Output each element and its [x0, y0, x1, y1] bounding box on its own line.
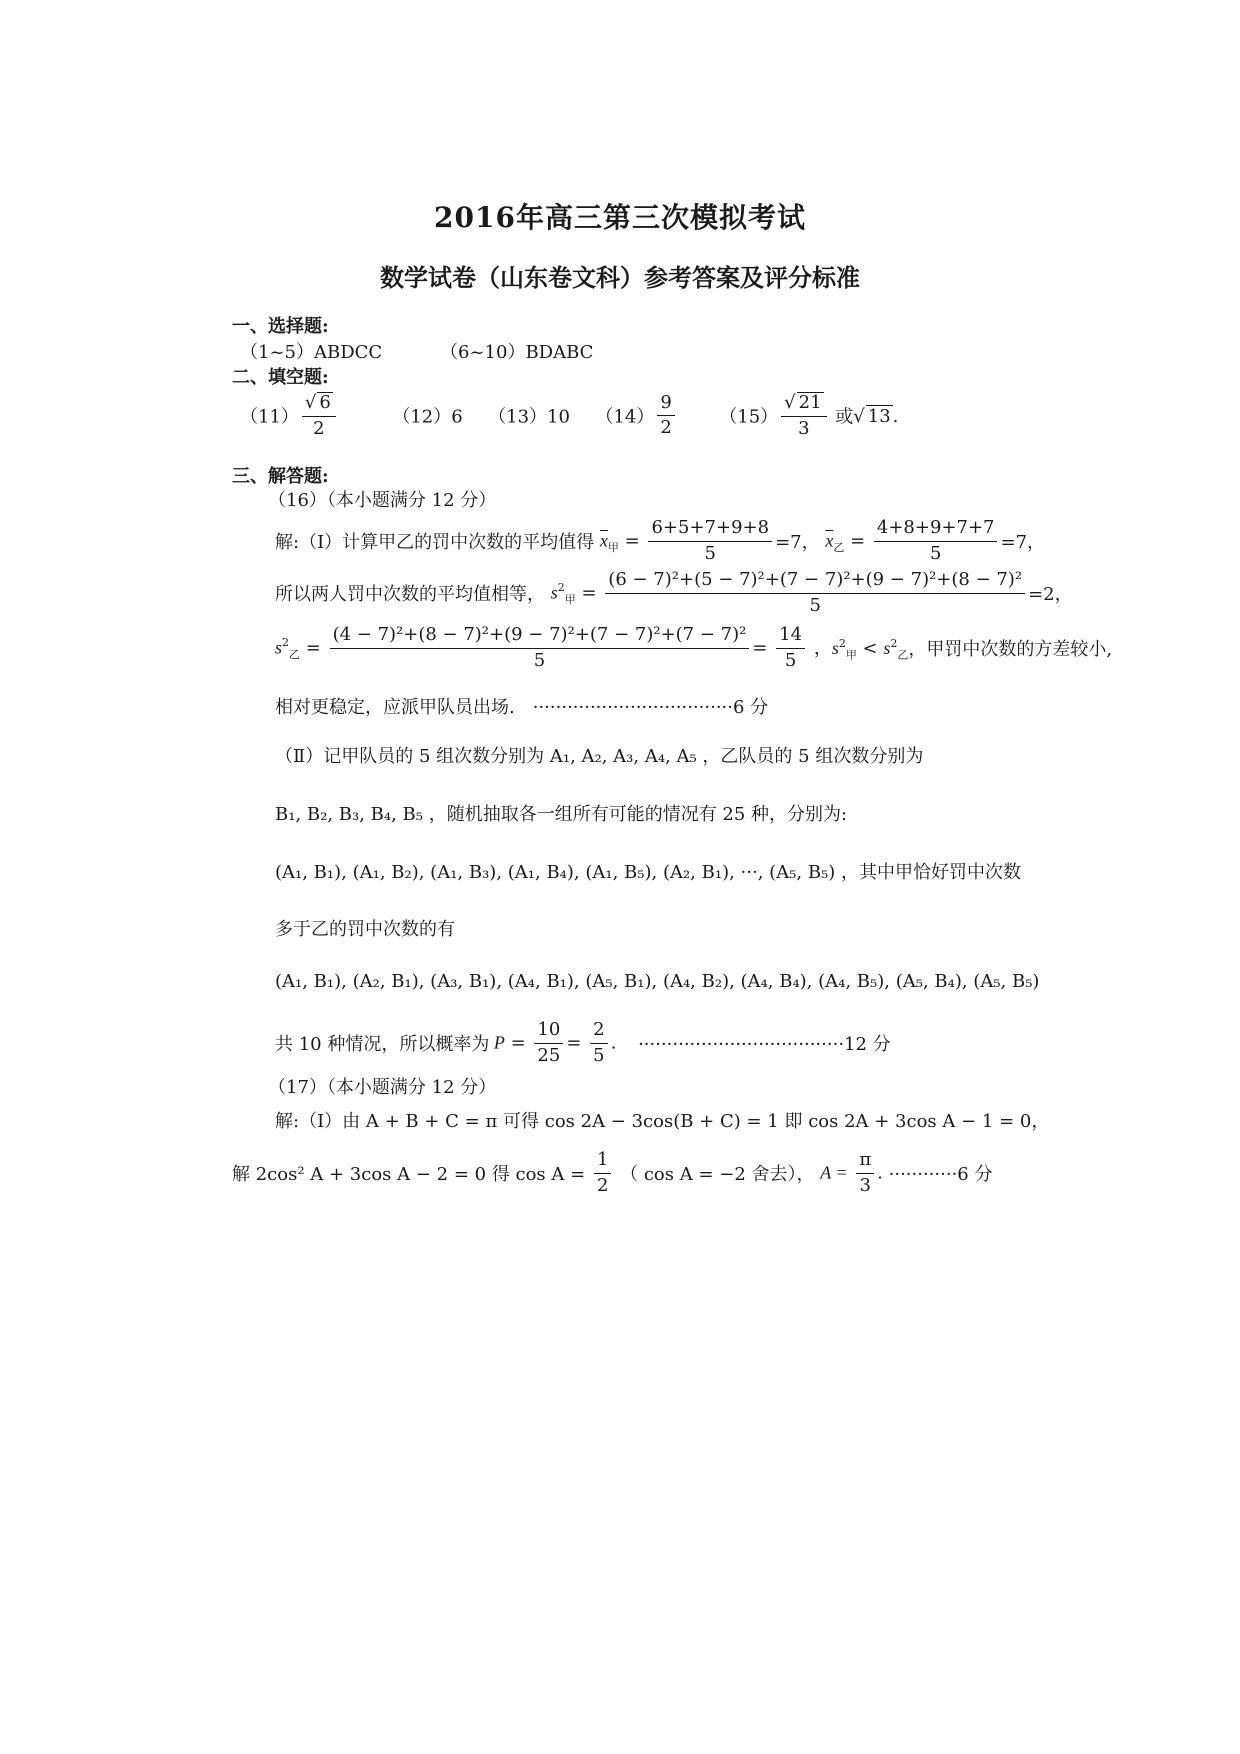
- p16-part2-score: ····································12 分: [638, 1034, 891, 1056]
- p16-part1-score: ···································6 分: [532, 697, 769, 718]
- q11-fraction: $\frac{√ 6}{2}$: [302, 392, 336, 439]
- q15-numerator: 21: [798, 392, 822, 413]
- p16-prob-den2: 5: [593, 1044, 605, 1066]
- p16-probability-line: 共 10 种情况，所以概率为 P = $\frac{10}{25}$ = $\frac{2}{5}$ . ····································12 分: [275, 1019, 891, 1066]
- p16-variance-yi-denominator: 5: [533, 649, 546, 671]
- p16-mean-yi-numerator: 4+8+9+7+7: [874, 518, 998, 542]
- page-subtitle: 数学试卷（山东卷文科）参考答案及评分标准: [380, 263, 860, 292]
- q15-label: （15）: [719, 406, 779, 428]
- p16-prob-den1: 25: [537, 1044, 561, 1066]
- p16-part2-line4: 多于乙的罚中次数的有: [275, 919, 455, 940]
- p17-angle-fraction: [856, 1150, 874, 1196]
- page-title: 2016年高三第三次模拟考试: [434, 201, 806, 234]
- p17-angle-denominator: 3: [859, 1174, 871, 1196]
- p16-part1-conclusion: [275, 693, 768, 719]
- p16-variance-yi-fraction: [330, 625, 750, 671]
- p17-line2: 解 2cos² A + 3cos A − 2 = 0 得 cos A = $\frac{1}{2}$ （ cos A = −2 舍去）， A = $\frac{\pi}{3}$ . ············6 分: [232, 1149, 993, 1196]
- q11-denominator: 2: [313, 417, 325, 439]
- choice-answer-1: ABDCC: [314, 342, 383, 363]
- choice-answer-2: BDABC: [525, 342, 594, 363]
- q14-numerator: 9: [657, 393, 674, 417]
- choice-answers-2: [440, 338, 593, 364]
- q15-fraction: $\frac{√ 21}{3}$: [781, 392, 826, 439]
- q15-or: 或: [835, 406, 854, 428]
- p17-angle-numerator: π: [856, 1150, 874, 1174]
- p17-solve-text: 解 2cos² A + 3cos A − 2 = 0 得 cos A =: [232, 1164, 586, 1186]
- q11-numerator: 6: [319, 392, 331, 413]
- p16-part1-text: 相对更稳定，应派甲队员出场.: [275, 697, 515, 718]
- p16-mean-jia-result: =7，: [775, 532, 820, 554]
- p16-mean-line: 解:（Ⅰ）计算甲乙的罚中次数的平均值得 $\overline{x}_甲$ = $\frac{6+5+7+9+8}{5}$ =7， $\overline{x}_乙$ = $\frac{4+8+9+7+7}{5}$ =7，: [275, 517, 1046, 564]
- p16-variance-jia-denominator: 5: [809, 594, 821, 616]
- section-fill-heading: 二、填空题:: [232, 367, 329, 388]
- p17-cos-numerator: 1: [594, 1150, 611, 1174]
- section-solve-heading: 三、解答题:: [232, 466, 329, 487]
- p16-prob-num2: 2: [590, 1020, 607, 1044]
- p16-probability-fraction1: [534, 1020, 563, 1066]
- q13-answer: （13）10: [488, 406, 570, 428]
- p16-variance-yi-line: $s^2_乙$ = $\frac{\text{(4 − 7)²+(8 − 7)²+(9 − 7)²+(7 − 7)²+(7 − 7)²}}{5}$ = $\frac{14}{5}$ ，$s^2_甲 < s^2_乙$，甲罚中次数的方差较小,: [275, 624, 1113, 671]
- p17-cos-denominator: 2: [596, 1174, 609, 1196]
- p16-variance-jia-numerator: (6 − 7)²+(5 − 7)²+(7 − 7)²+(9 − 7)²+(8 − 7)²: [605, 570, 1025, 594]
- p16-part2-line2: B₁, B₂, B₃, B₄, B₅ ，随机抽取各一组所有可能的情况有 25 种，分别为:: [275, 804, 848, 825]
- p16-mean-yi-result: =7，: [1000, 532, 1046, 554]
- choice-range-1: （1~5）: [240, 342, 314, 363]
- problem17-heading: （17）（本小题满分 12 分）: [268, 1077, 497, 1098]
- p16-part2-line1: （Ⅱ）记甲队员的 5 组次数分别为 A₁, A₂, A₃, A₄, A₅ ，乙队员的 5 组次数分别为: [275, 746, 924, 767]
- p16-variance-jia-line: 所以两人罚中次数的平均值相等， $s^2_甲$ = $\frac{\text{(6 − 7)²+(5 − 7)²+(7 − 7)²+(9 − 7)²+(8 − 7)²}}{5}$ =2，: [275, 569, 1073, 616]
- p17-line1: 解:（I）由 A + B + C = π 可得 cos 2A − 3cos(B + C) = 1 即 cos 2A + 3cos A − 1 = 0，: [275, 1111, 1050, 1132]
- p16-variance-yi-value-numerator: 14: [776, 625, 805, 649]
- problem16-heading: （16）（本小题满分 12 分）: [268, 490, 497, 511]
- q14-fraction: [657, 393, 674, 439]
- p16-part2-line5: (A₁, B₁), (A₂, B₁), (A₃, B₁), (A₄, B₁), (A₅, B₁), (A₄, B₂), (A₄, B₄), (A₄, B₅), (A₅, B₄), (A₅, B₅): [275, 971, 1040, 992]
- choice-range-2: （6~10）: [440, 342, 526, 363]
- p17-cos-fraction: [594, 1150, 611, 1196]
- choice-answers-1: [240, 338, 382, 364]
- p16-probability-fraction2: [590, 1020, 607, 1066]
- p16-variance-jia-result: =2，: [1028, 584, 1073, 606]
- p16-mean-yi-denominator: 5: [929, 542, 942, 564]
- p16-probability-intro: 共 10 种情况，所以概率为: [275, 1034, 490, 1056]
- p16-part2-line3: (A₁, B₁), (A₁, B₂), (A₁, B₃), (A₁, B₄), (A₁, B₅), (A₂, B₁), ···, (A₅, B₅) ，其中甲恰好罚中次数: [275, 862, 1022, 883]
- p16-variance-yi-value: [776, 625, 805, 671]
- p16-prob-num1: 10: [534, 1020, 563, 1044]
- p16-variance-yi-numerator: (4 − 7)²+(8 − 7)²+(9 − 7)²+(7 − 7)²+(7 − 7)²: [330, 625, 750, 649]
- p16-mean-intro: 解:（Ⅰ）计算甲乙的罚中次数的平均值得: [275, 532, 595, 554]
- p16-sub-jia: 甲: [607, 540, 619, 554]
- p16-variance-yi-value-denominator: 5: [784, 649, 797, 671]
- q15-denominator: 3: [798, 417, 810, 439]
- q11-label: （11）: [240, 406, 299, 428]
- section-choice-heading: 一、选择题:: [232, 316, 329, 337]
- q12-answer: （12）6: [392, 406, 463, 428]
- p17-angle-label: A =: [820, 1162, 848, 1183]
- p17-score: ············6 分: [888, 1164, 993, 1186]
- p16-xbar-jia: $\overline{x}$: [599, 530, 608, 551]
- p16-sub-yi: 乙: [833, 540, 845, 554]
- q14-label: （14）: [595, 406, 655, 428]
- q14-denominator: 2: [660, 417, 672, 439]
- p16-variance-intro: 所以两人罚中次数的平均值相等，: [275, 584, 545, 606]
- p16-mean-yi-fraction: [874, 518, 998, 564]
- p16-variance-conclusion: ，甲罚中次数的方差较小,: [908, 639, 1113, 661]
- fill-answers-row: （11） $\frac{√ 6}{2}$ （12）6 （13）10 （14） $\frac{9}{2}$ （15） $\frac{√ 21}{3}$ 或√ 13 .: [240, 391, 899, 439]
- p17-discard-note: （ cos A = −2 舍去），: [620, 1164, 815, 1186]
- p16-variance-jia-fraction: [605, 570, 1025, 616]
- p16-mean-jia-denominator: 5: [704, 542, 716, 564]
- p16-mean-jia-numerator: 6+5+7+9+8: [648, 518, 772, 542]
- q15-alt-answer: 13: [867, 405, 891, 427]
- p16-xbar-yi: $\overline{x}$: [825, 530, 834, 551]
- p16-mean-jia-fraction: [648, 518, 772, 564]
